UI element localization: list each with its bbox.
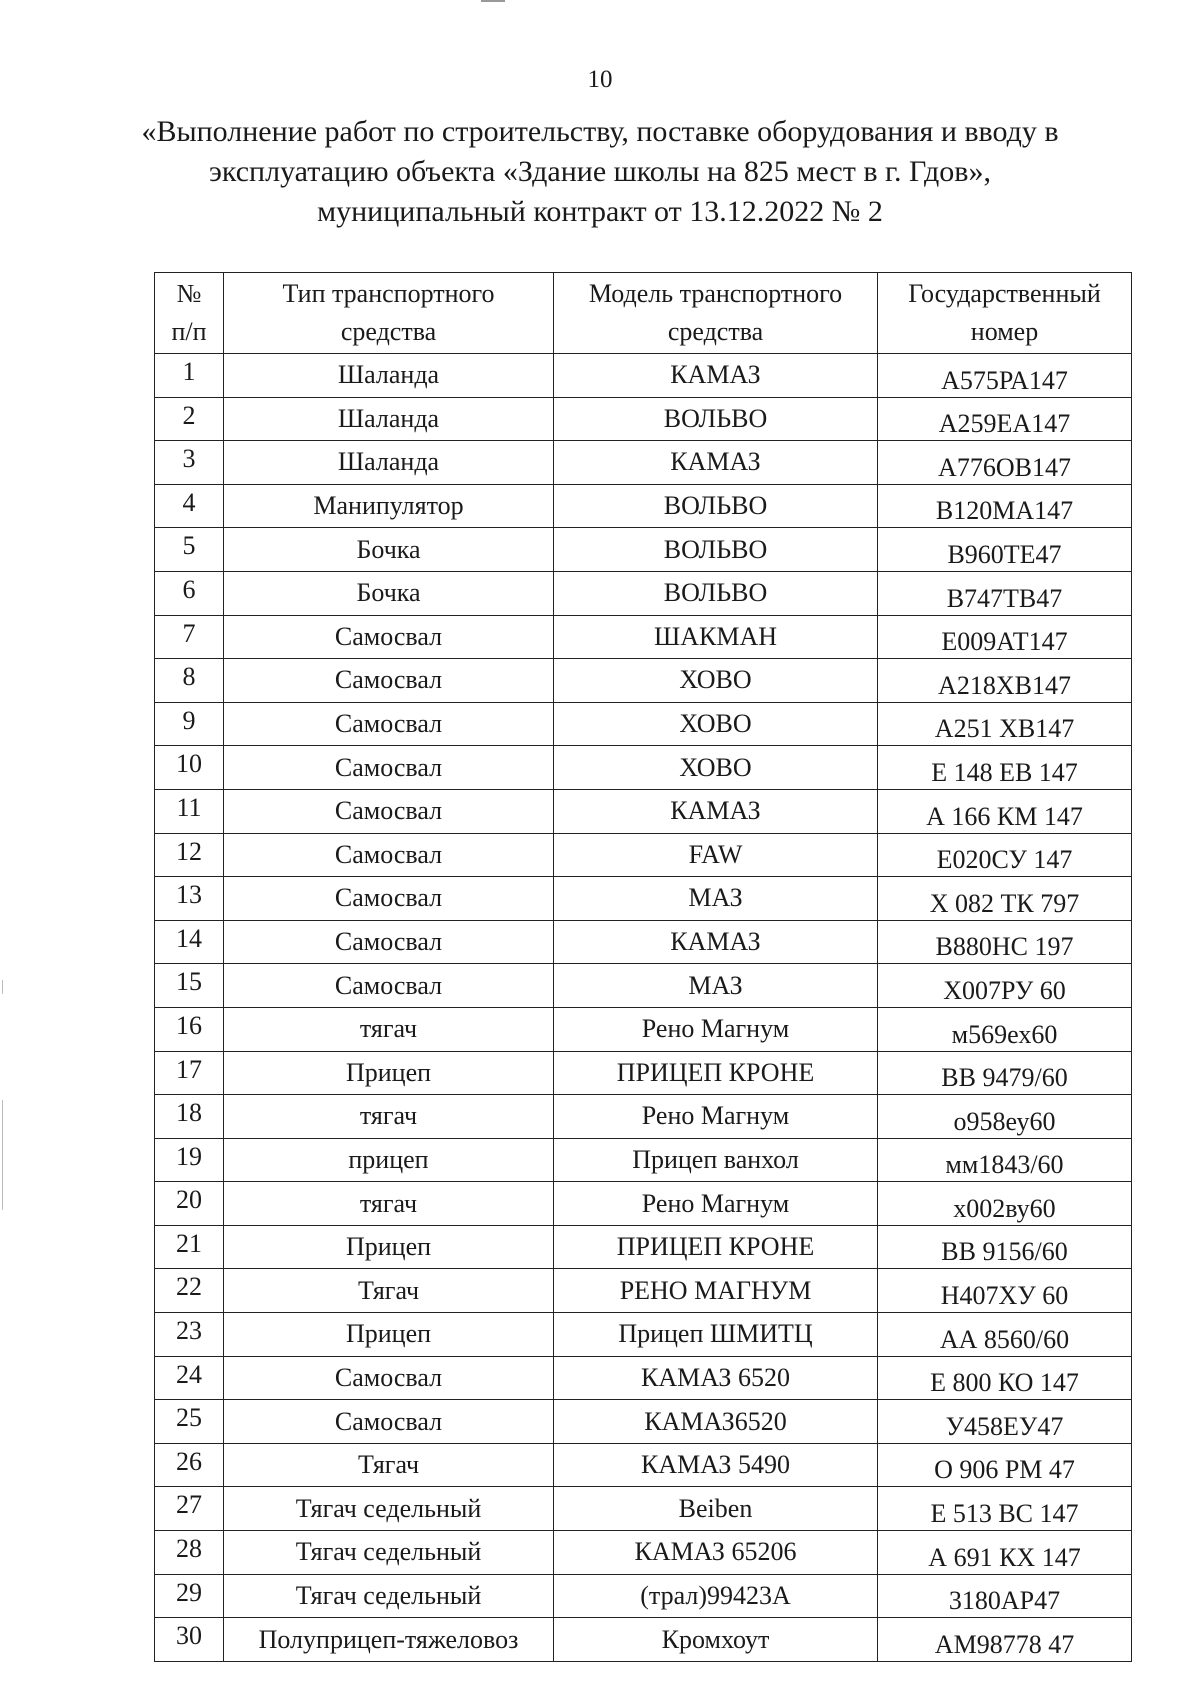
plate-number-cell: О 906 РМ 47 — [878, 1443, 1132, 1487]
table-row — [155, 659, 1132, 703]
row-number-cell: 16 — [155, 1007, 224, 1051]
vehicle-model-cell: ВОЛЬВО — [554, 397, 878, 441]
title-line: муниципальный контракт от 13.12.2022 № 2 — [317, 195, 883, 228]
table-row — [155, 877, 1132, 921]
row-number-cell: 13 — [155, 877, 224, 921]
header-number-line: п/п — [171, 317, 207, 346]
plate-number-cell: 3180АР47 — [878, 1574, 1132, 1618]
row-number-cell: 30 — [155, 1618, 224, 1662]
row-number-cell: 28 — [155, 1531, 224, 1575]
plate-number-cell: мм1843/60 — [878, 1138, 1132, 1182]
table-row — [155, 702, 1132, 746]
table-row — [155, 1487, 1132, 1531]
header-plate-number — [878, 273, 1132, 354]
table-row — [155, 1095, 1132, 1139]
vehicle-type-cell: Прицеп — [224, 1313, 554, 1357]
row-number-cell: 25 — [155, 1400, 224, 1444]
plate-number-cell: А 166 КМ 147 — [878, 789, 1132, 833]
vehicle-table — [154, 272, 1132, 1662]
table-row — [155, 441, 1132, 485]
row-number-cell: 5 — [155, 528, 224, 572]
vehicle-model-cell: Рено Магнум — [554, 1007, 878, 1051]
header-row — [155, 273, 1132, 354]
table-header — [155, 273, 1132, 354]
header-vehicle-type-line: средства — [340, 317, 437, 346]
plate-number-cell: Е020СУ 147 — [878, 833, 1132, 877]
plate-number-cell: Х007РУ 60 — [878, 964, 1132, 1008]
plate-number-cell: Е 513 ВС 147 — [878, 1487, 1132, 1531]
vehicle-model-cell: ХОВО — [554, 702, 878, 746]
vehicle-model-cell: ВОЛЬВО — [554, 484, 878, 528]
vehicle-model-cell: ХОВО — [554, 746, 878, 790]
header-number-line: № — [176, 279, 202, 308]
vehicle-type-cell: Самосвал — [224, 920, 554, 964]
document-title — [100, 112, 1100, 232]
table-row — [155, 1313, 1132, 1357]
vehicle-type-cell: тягач — [224, 1095, 554, 1139]
table-row — [155, 1400, 1132, 1444]
table-row — [155, 920, 1132, 964]
row-number-cell: 24 — [155, 1356, 224, 1400]
plate-number-cell: м569ех60 — [878, 1007, 1132, 1051]
row-number-cell: 8 — [155, 659, 224, 703]
table-row — [155, 1007, 1132, 1051]
header-plate-number-line: номер — [970, 317, 1039, 346]
vehicle-model-cell: КАМАЗ6520 — [554, 1400, 878, 1444]
page-number: 10 — [587, 66, 613, 93]
vehicle-model-cell: КАМАЗ — [554, 789, 878, 833]
vehicle-type-cell: прицеп — [224, 1138, 554, 1182]
row-number-cell: 21 — [155, 1225, 224, 1269]
plate-number-cell: о958еу60 — [878, 1095, 1132, 1139]
table-row — [155, 1182, 1132, 1226]
table-row — [155, 789, 1132, 833]
row-number-cell: 12 — [155, 833, 224, 877]
vehicle-model-cell: МАЗ — [554, 964, 878, 1008]
plate-number-cell: АМ98778 47 — [878, 1618, 1132, 1662]
plate-number-cell: Н407ХУ 60 — [878, 1269, 1132, 1313]
vehicle-type-cell: Прицеп — [224, 1051, 554, 1095]
row-number-cell: 22 — [155, 1269, 224, 1313]
header-plate-number-line: Государственный — [908, 279, 1101, 308]
plate-number-cell: А259ЕА147 — [878, 397, 1132, 441]
plate-number-cell: У458ЕУ47 — [878, 1400, 1132, 1444]
vehicle-type-cell: Тягач — [224, 1443, 554, 1487]
vehicle-model-cell: ШАКМАН — [554, 615, 878, 659]
plate-number-cell: Е009АТ147 — [878, 615, 1132, 659]
vehicle-model-cell: ПРИЦЕП КРОНЕ — [554, 1051, 878, 1095]
vehicle-type-cell: Шаланда — [224, 441, 554, 485]
margin-mark — [2, 980, 3, 994]
vehicle-type-cell: Тягач седельный — [224, 1531, 554, 1575]
table-row — [155, 1051, 1132, 1095]
table-body — [155, 354, 1132, 1662]
vehicle-model-cell: МАЗ — [554, 877, 878, 921]
header-vehicle-model-line: средства — [667, 317, 764, 346]
row-number-cell: 2 — [155, 397, 224, 441]
vehicle-type-cell: Тягач седельный — [224, 1574, 554, 1618]
vehicle-type-cell: Самосвал — [224, 746, 554, 790]
vehicle-model-cell: Beiben — [554, 1487, 878, 1531]
vehicle-model-cell: Рено Магнум — [554, 1095, 878, 1139]
vehicle-model-cell: ПРИЦЕП КРОНЕ — [554, 1225, 878, 1269]
plate-number-cell: АА 8560/60 — [878, 1313, 1132, 1357]
vehicle-type-cell: Шаланда — [224, 354, 554, 398]
table-row — [155, 484, 1132, 528]
row-number-cell: 29 — [155, 1574, 224, 1618]
vehicle-model-cell: (трал)99423А — [554, 1574, 878, 1618]
vehicle-model-cell: ВОЛЬВО — [554, 528, 878, 572]
vehicle-model-cell: КАМАЗ — [554, 441, 878, 485]
vehicle-type-cell: Самосвал — [224, 833, 554, 877]
plate-number-cell: х002ву60 — [878, 1182, 1132, 1226]
vehicle-type-cell: Манипулятор — [224, 484, 554, 528]
plate-number-cell: В120МА147 — [878, 484, 1132, 528]
plate-number-cell: А 691 КХ 147 — [878, 1531, 1132, 1575]
vehicle-model-cell: КАМАЗ — [554, 354, 878, 398]
plate-number-cell: А218ХВ147 — [878, 659, 1132, 703]
row-number-cell: 18 — [155, 1095, 224, 1139]
margin-mark — [2, 1100, 3, 1210]
vehicle-model-cell: Кромхоут — [554, 1618, 878, 1662]
header-vehicle-model — [554, 273, 878, 354]
header-vehicle-type-line: Тип транспортного — [282, 279, 495, 308]
row-number-cell: 27 — [155, 1487, 224, 1531]
vehicle-model-cell: КАМАЗ — [554, 920, 878, 964]
table-row — [155, 833, 1132, 877]
vehicle-type-cell: Бочка — [224, 528, 554, 572]
table-row — [155, 1138, 1132, 1182]
vehicle-type-cell: Тягач — [224, 1269, 554, 1313]
vehicle-model-cell: РЕНО МАГНУМ — [554, 1269, 878, 1313]
title-line: эксплуатацию объекта «Здание школы на 825 мест в г. Гдов», — [209, 155, 991, 188]
row-number-cell: 19 — [155, 1138, 224, 1182]
row-number-cell: 14 — [155, 920, 224, 964]
vehicle-model-cell: Рено Магнум — [554, 1182, 878, 1226]
row-number-cell: 4 — [155, 484, 224, 528]
vehicle-type-cell: Самосвал — [224, 964, 554, 1008]
vehicle-type-cell: Самосвал — [224, 789, 554, 833]
plate-number-cell: В747ТВ47 — [878, 571, 1132, 615]
table-row — [155, 571, 1132, 615]
row-number-cell: 10 — [155, 746, 224, 790]
table-row — [155, 964, 1132, 1008]
title-line: «Выполнение работ по строительству, поставке оборудования и вводу в — [141, 115, 1059, 148]
table-row — [155, 615, 1132, 659]
vehicle-type-cell: Шаланда — [224, 397, 554, 441]
vehicle-type-cell: Самосвал — [224, 659, 554, 703]
row-number-cell: 26 — [155, 1443, 224, 1487]
plate-number-cell: А575РА147 — [878, 354, 1132, 398]
vehicle-model-cell: КАМАЗ 6520 — [554, 1356, 878, 1400]
vehicle-model-cell: ХОВО — [554, 659, 878, 703]
row-number-cell: 11 — [155, 789, 224, 833]
plate-number-cell: В880НС 197 — [878, 920, 1132, 964]
header-vehicle-type — [224, 273, 554, 354]
row-number-cell: 7 — [155, 615, 224, 659]
plate-number-cell: ВВ 9156/60 — [878, 1225, 1132, 1269]
table-row — [155, 528, 1132, 572]
table-row — [155, 397, 1132, 441]
vehicle-type-cell: Самосвал — [224, 702, 554, 746]
row-number-cell: 20 — [155, 1182, 224, 1226]
row-number-cell: 1 — [155, 354, 224, 398]
vehicle-type-cell: Самосвал — [224, 877, 554, 921]
vehicle-type-cell: тягач — [224, 1007, 554, 1051]
row-number-cell: 6 — [155, 571, 224, 615]
table-row — [155, 1225, 1132, 1269]
table-row — [155, 1618, 1132, 1662]
table-row — [155, 1356, 1132, 1400]
plate-number-cell: ВВ 9479/60 — [878, 1051, 1132, 1095]
vehicle-type-cell: Самосвал — [224, 1356, 554, 1400]
row-number-cell: 3 — [155, 441, 224, 485]
vehicle-type-cell: Бочка — [224, 571, 554, 615]
vehicle-type-cell: Полуприцеп-тяжеловоз — [224, 1618, 554, 1662]
plate-number-cell: В960ТЕ47 — [878, 528, 1132, 572]
vehicle-type-cell: Тягач седельный — [224, 1487, 554, 1531]
row-number-cell: 9 — [155, 702, 224, 746]
vehicle-model-cell: ВОЛЬВО — [554, 571, 878, 615]
header-vehicle-model-line: Модель транспортного — [588, 279, 843, 308]
vehicle-model-cell: КАМАЗ 5490 — [554, 1443, 878, 1487]
vehicle-model-cell: КАМАЗ 65206 — [554, 1531, 878, 1575]
vehicle-model-cell: Прицеп ванхол — [554, 1138, 878, 1182]
row-number-cell: 15 — [155, 964, 224, 1008]
vehicle-type-cell: Самосвал — [224, 1400, 554, 1444]
scan-artifact-mark — [481, 0, 505, 2]
row-number-cell: 17 — [155, 1051, 224, 1095]
table-row — [155, 1269, 1132, 1313]
table-row — [155, 1531, 1132, 1575]
plate-number-cell: Е 800 КО 147 — [878, 1356, 1132, 1400]
vehicle-type-cell: Прицеп — [224, 1225, 554, 1269]
table-row — [155, 1443, 1132, 1487]
vehicle-type-cell: Самосвал — [224, 615, 554, 659]
vehicle-model-cell: FAW — [554, 833, 878, 877]
plate-number-cell: Х 082 ТК 797 — [878, 877, 1132, 921]
header-number — [155, 273, 224, 354]
table-row — [155, 1574, 1132, 1618]
vehicle-model-cell: Прицеп ШМИТЦ — [554, 1313, 878, 1357]
plate-number-cell: А251 ХВ147 — [878, 702, 1132, 746]
table-row — [155, 746, 1132, 790]
vehicle-type-cell: тягач — [224, 1182, 554, 1226]
table-row — [155, 354, 1132, 398]
plate-number-cell: Е 148 ЕВ 147 — [878, 746, 1132, 790]
row-number-cell: 23 — [155, 1313, 224, 1357]
plate-number-cell: А776ОВ147 — [878, 441, 1132, 485]
